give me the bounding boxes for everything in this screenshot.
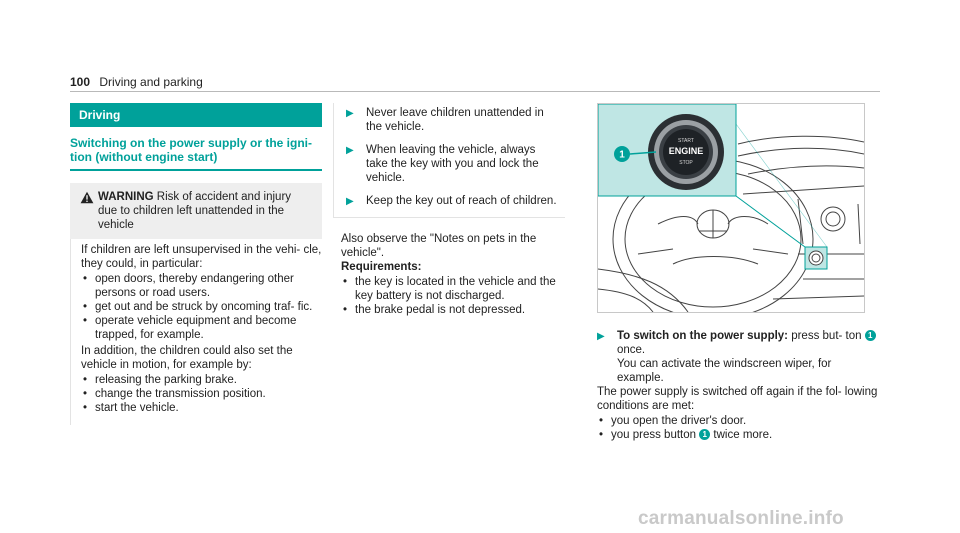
page-number: 100 [70, 75, 91, 89]
warning-triangle-icon [80, 191, 98, 232]
list-item: • the brake pedal is not depressed. [341, 303, 565, 317]
col1-list-1 [81, 272, 322, 342]
list-item: • the key is located in the vehicle and the key battery is not discharged. [341, 275, 565, 303]
section-bar: Driving [70, 103, 322, 127]
action-label: To switch on the power supply: [617, 330, 789, 342]
step-arrow-icon: ▶ [346, 145, 354, 156]
callout-badge-icon: 1 [865, 330, 876, 341]
watermark: carmanualsonline.info [638, 508, 844, 529]
list-item: • open doors, thereby endangering other persons or road users. [81, 272, 322, 300]
list-text: twice more. [710, 429, 773, 441]
step-text: Keep the key out of reach of children. [366, 195, 557, 207]
action-step [597, 329, 881, 385]
requirements-list [341, 275, 565, 317]
warning-box [70, 183, 322, 239]
column-right [597, 103, 881, 444]
step-arrow-icon: ▶ [346, 196, 354, 207]
step-item [346, 194, 557, 209]
safety-steps [333, 103, 565, 218]
col1-body [70, 239, 322, 425]
dashboard-illustration [598, 104, 864, 312]
list-text: you press button [611, 429, 700, 441]
list-item: • you open the driver's door. [597, 414, 881, 428]
col1-intro-2: In addition, the children could also set the vehicle in motion, for example by: [81, 345, 293, 371]
list-item [597, 428, 881, 442]
heading-rule [70, 169, 322, 171]
action-text-1: press but- ton [788, 330, 865, 342]
step-text: When leaving the vehicle, always take the key with you and lock the vehicle. [366, 144, 539, 184]
page-header-title: Driving and parking [99, 75, 203, 89]
warning-description: Risk of accident and injury due to children left unattended in the vehicle [98, 191, 292, 231]
button-text-start: START [678, 138, 694, 144]
button-text-stop: STOP [679, 160, 693, 166]
page-header [70, 75, 203, 89]
list-item: • get out and be struck by oncoming traf- fic. [81, 300, 322, 314]
button-text-engine: ENGINE [668, 146, 704, 156]
observe-note: Also observe the "Notes on pets in the vehicle". [341, 233, 537, 259]
callout-badge-icon: 1 [699, 429, 710, 440]
figure-callout-number: 1 [619, 149, 625, 161]
warning-text [98, 190, 312, 232]
header-rule [70, 91, 880, 92]
step-item [346, 106, 557, 134]
action-text-2: once. [617, 344, 646, 356]
action-text [617, 329, 881, 385]
requirements-label: Requirements: [341, 261, 422, 273]
step-arrow-icon: ▶ [346, 108, 354, 119]
start-stop-button [648, 114, 724, 190]
list-item: • start the vehicle. [81, 401, 322, 415]
col3-body [597, 329, 881, 442]
list-item: • releasing the parking brake. [81, 373, 322, 387]
section-heading: Switching on the power supply or the igni- tion (without engine start) [70, 136, 312, 164]
col2-body [333, 232, 565, 317]
list-item: • change the transmission position. [81, 387, 322, 401]
col1-list-2 [81, 373, 322, 425]
power-off-intro: The power supply is switched off again if the fol- lowing conditions are met: [597, 386, 878, 412]
column-left [70, 103, 322, 427]
step-text: Never leave children unattended in the vehicle. [366, 107, 544, 133]
column-middle [333, 103, 565, 319]
list-item: • operate vehicle equipment and become trapped, for example. [81, 314, 322, 342]
col1-intro: If children are left unsupervised in the vehi- cle, they could, in particular: [81, 244, 322, 270]
power-off-conditions [597, 414, 881, 442]
step-arrow-icon: ▶ [597, 331, 605, 342]
step-item [346, 143, 557, 185]
action-result: You can activate the windscreen wiper, for example. [617, 358, 832, 384]
warning-label: WARNING [98, 191, 154, 203]
ignition-figure [597, 103, 865, 313]
